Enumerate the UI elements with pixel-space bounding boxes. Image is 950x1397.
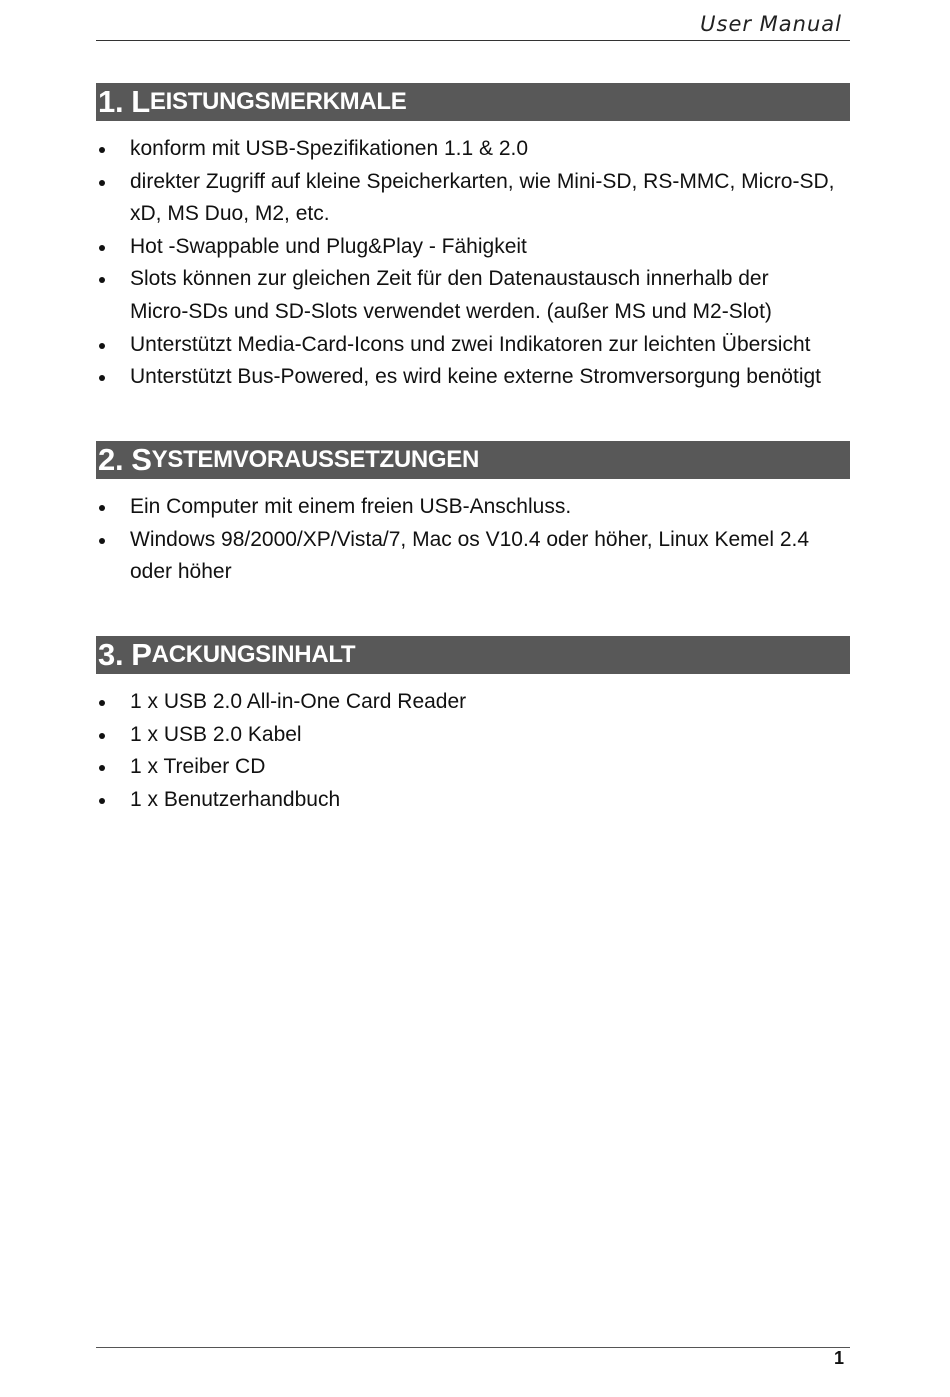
bullet-icon: [99, 798, 105, 804]
section-title-rest: EISTUNGSMERKMALE: [149, 88, 407, 115]
bullet-icon: [99, 277, 105, 283]
section-system-requirements: [96, 441, 850, 589]
bullet-icon: [99, 147, 105, 153]
list-item: 1 x Benutzerhandbuch: [96, 784, 850, 817]
list-item: Windows 98/2000/XP/Vista/7, Mac os V10.4 oder höher, Linux Kemel 2.4 oder höher: [96, 524, 842, 589]
bullet-icon: [99, 538, 105, 544]
section-features: [96, 83, 850, 394]
bullet-list: [96, 491, 850, 589]
bullet-icon: [99, 245, 105, 251]
section-title-initial: S: [131, 442, 152, 477]
section-title-initial: P: [131, 637, 152, 672]
section-heading: [96, 441, 850, 479]
list-item: Hot -Swappable und Plug&Play - Fähigkeit: [96, 231, 850, 264]
section-number: 2.: [98, 442, 124, 477]
section-package-contents: [96, 636, 850, 816]
bullet-icon: [99, 180, 105, 186]
list-item: 1 x Treiber CD: [96, 751, 850, 784]
list-item: Unterstützt Bus-Powered, es wird keine externe Stromversorgung benötigt: [96, 361, 850, 394]
footer-rule: [96, 1347, 850, 1348]
bullet-icon: [99, 733, 105, 739]
list-item: 1 x USB 2.0 All-in-One Card Reader: [96, 686, 850, 719]
section-heading: [96, 83, 850, 121]
header-rule: [96, 40, 850, 41]
bullet-icon: [99, 765, 105, 771]
list-item: konform mit USB-Spezifikationen 1.1 & 2.0: [96, 133, 850, 166]
section-title-rest: YSTEMVORAUSSETZUNGEN: [151, 446, 480, 473]
list-item: Unterstützt Media-Card-Icons und zwei Indikatoren zur leichten Übersicht: [96, 329, 850, 362]
bullet-icon: [99, 343, 105, 349]
section-number: 1.: [98, 84, 124, 119]
bullet-icon: [99, 505, 105, 511]
bullet-list: [96, 133, 850, 394]
running-header: User Manual: [700, 12, 842, 36]
section-title-rest: ACKUNGSINHALT: [151, 641, 356, 668]
list-item: Ein Computer mit einem freien USB-Anschluss.: [96, 491, 850, 524]
page-number: 1: [833, 1348, 844, 1368]
bullet-icon: [99, 375, 105, 381]
section-heading: [96, 636, 850, 674]
section-title-initial: L: [131, 84, 150, 119]
bullet-list: [96, 686, 850, 816]
list-item: direkter Zugriff auf kleine Speicherkarten, wie Mini-SD, RS-MMC, Micro-SD, xD, MS Duo, M2, etc.: [96, 166, 858, 231]
list-item: Slots können zur gleichen Zeit für den Datenaustausch innerhalb der Micro-SDs und SD-Slots verwendet werden. (außer MS und M2-Slot): [96, 263, 830, 328]
bullet-icon: [99, 700, 105, 706]
section-number: 3.: [98, 637, 124, 672]
list-item: 1 x USB 2.0 Kabel: [96, 719, 850, 752]
